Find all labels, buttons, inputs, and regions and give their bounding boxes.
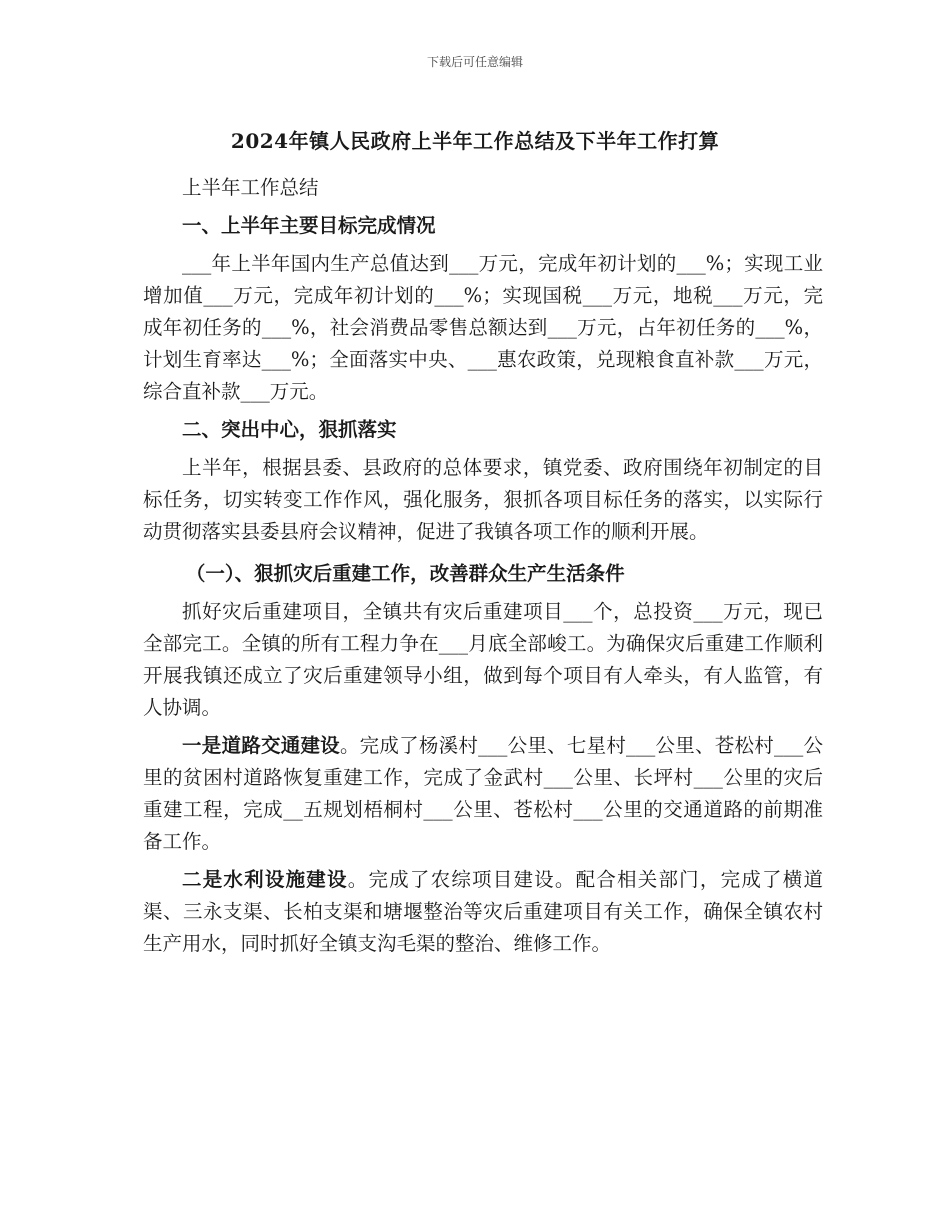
document-body bbox=[143, 172, 823, 966]
paragraph-water-construction bbox=[143, 864, 823, 960]
lead-road-construction: 一是道路交通建设 bbox=[182, 734, 340, 757]
document-title: 2024年镇人民政府上半年工作总结及下半年工作打算 bbox=[230, 129, 720, 153]
subheading-reconstruction: （一）、狠抓灾后重建工作，改善群众生产生活条件 bbox=[185, 562, 625, 585]
header-note: 下载后可任意编辑 bbox=[426, 55, 523, 69]
section-label-summary: 上半年工作总结 bbox=[182, 176, 319, 199]
paragraph-focus: 上半年，根据县委、县政府的总体要求，镇党委、政府围绕年初制定的目标任务，切实转变工作作风，强化服务，狠抓各项目标任务的落实，以实际行动贯彻落实县委县府会议精神，促进了我镇各项工作的顺利开展。 bbox=[143, 456, 823, 543]
heading-focus: 二、突出中心，狠抓落实 bbox=[182, 418, 397, 441]
heading-targets: 一、上半年主要目标完成情况 bbox=[182, 214, 436, 237]
paragraph-reconstruction: 抓好灾后重建项目，全镇共有灾后重建项目___个，总投资___万元，现已全部完工。全镇的所有工程力争在___月底全部峻工。为确保灾后重建工作顺利开展我镇还成立了灾后重建领导小组，做到每个项目有人牵头，有人监管，有人协调。 bbox=[143, 600, 823, 719]
lead-water-construction: 二是水利设施建设 bbox=[182, 868, 348, 891]
body-water-construction: 。完成了农综项目建设。配合相关部门，完成了横道渠、三永支渠、长柏支渠和塘堰整治等灾后重建项目有关工作，确保全镇农村生产用水，同时抓好全镇支沟毛渠的整治、维修工作。 bbox=[143, 868, 823, 955]
paragraph-targets: ___年上半年国内生产总值达到___万元，完成年初计划的___%；实现工业增加值___万元，完成年初计划的___%；实现国税___万元，地税___万元，完成年初任务的___%，社会消费品零售总额达到___万元，占年初任务的___%，计划生育率达___%；全面落实中央、___惠农政策，兑现粮食直补款___万元，综合直补款___万元。 bbox=[143, 252, 823, 403]
paragraph-road-construction bbox=[143, 730, 823, 858]
body-road-construction: 。完成了杨溪村___公里、七星村___公里、苍松村___公里的贫困村道路恢复重建工作，完成了金武村___公里、长坪村___公里的灾后重建工程，完成__五规划梧桐村___公里、苍松村___公里的交通道路的前期准备工作。 bbox=[143, 734, 823, 853]
